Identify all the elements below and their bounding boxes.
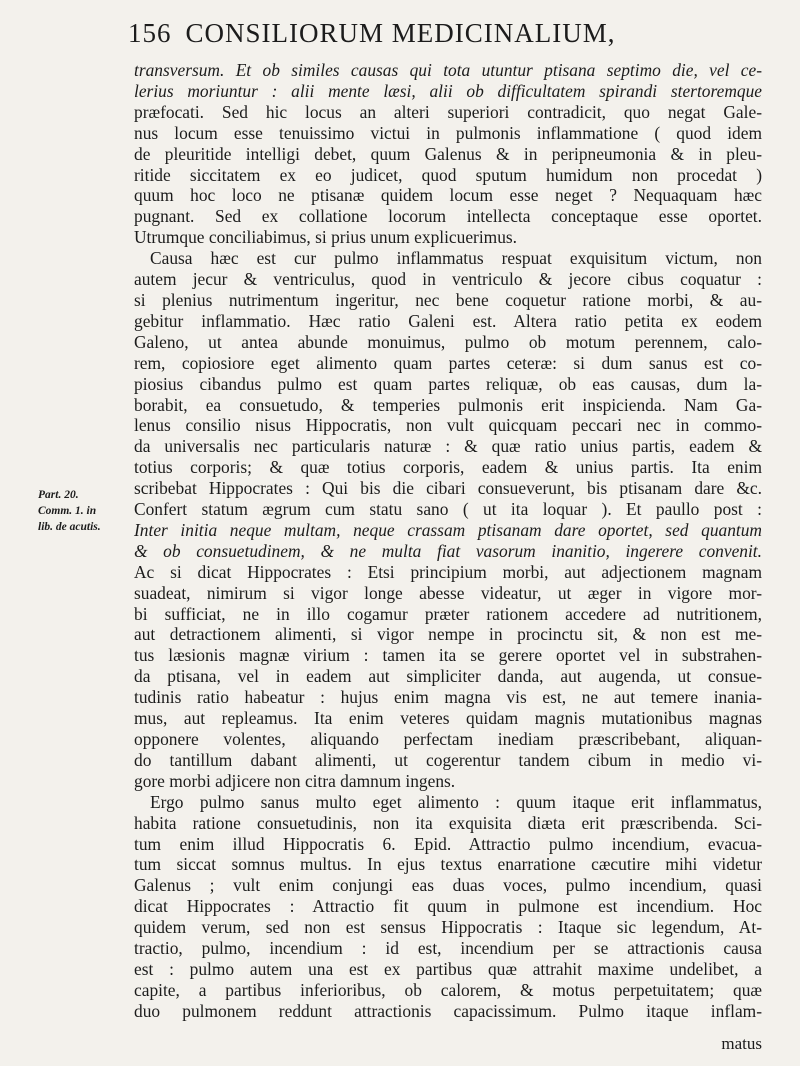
text-line: pugnant. Sed ex collatione locorum intellecta conceptaque esse oportet.: [134, 206, 762, 227]
text-line: si plenius nutrimentum ingeritur, nec bene coquetur ratione morbi, & au-: [134, 289, 762, 310]
text-line: autem jecur & ventriculus, quod in ventriculo & jecore cibus coquatur :: [134, 269, 762, 290]
text-line: Ac si dicat Hippocrates : Etsi principium morbi, aut adjectionem magnam: [134, 561, 762, 582]
text-line: transversum. Et ob similes causas qui tota utuntur ptisana septimo die, vel ce-: [134, 60, 762, 80]
text-line: scribebat Hippocrates : Qui bis die cibari consueverunt, bis ptisanam dare &c.: [134, 478, 762, 499]
text-line: suadeat, nimirum si vigor longe abesse videatur, ut æger in vigore mor-: [134, 582, 762, 603]
text-line: bi sufficiat, ne in illo cogamur præter rationem accedere ad nutritionem,: [134, 603, 762, 624]
margin-note-line: lib. de acutis.: [38, 521, 101, 533]
text-line: nus locum esse tenuissimo victui in pulmonis inflammatione ( quod idem: [134, 122, 762, 143]
text-line: lerius moriuntur : alii mente læsi, alii ob difficultatem spirandi stertoremque: [134, 80, 762, 101]
page-title: CONSILIORUM MEDICINALIUM,: [185, 18, 616, 48]
text-line: totius corporis; & quæ totius corporis, eadem & unius partis. Ita enim: [134, 457, 762, 478]
text-line: aut detractionem alimenti, si vigor nempe in procinctu sit, & non est me-: [134, 624, 762, 645]
running-head: [128, 18, 768, 49]
margin-note-line: Part. 20.: [38, 489, 79, 501]
margin-note: [38, 487, 133, 535]
text-line: da universalis nec particularis naturæ : & quæ ratio unius partis, eadem &: [134, 436, 762, 457]
text-line: capite, a partibus inferioribus, ob calorem, & motus perpetuitatem; quæ: [134, 979, 762, 1000]
text-line: quidem verum, sed non est sensus Hippocratis : Itaque sic legendum, At-: [134, 917, 762, 938]
catchword: matus: [721, 1034, 762, 1053]
text-line: Utrumque conciliabimus, si prius unum explicuerimus.: [134, 227, 518, 248]
text-line: tum siccat somnus multus. In ejus textus enarratione cæcutire mihi videtur: [134, 854, 762, 875]
text-line: da ptisana, vel in eadem aut simpliciter danda, aut augenda, ut consue-: [134, 666, 762, 687]
text-line: duo pulmonem reddunt attractionis capacissimum. Pulmo itaque inflam-: [134, 1000, 762, 1021]
text-line: præfocati. Sed hic locus an alteri superiori contradicit, quo negat Gale-: [134, 101, 762, 122]
text-line: borabit, ea consuetudo, & temperies pulmonis erit inspicienda. Nam Ga-: [134, 394, 762, 415]
text-line: piosius cibandus pulmo est quam partes reliquæ, ob eas causas, dum la-: [134, 373, 762, 394]
text-line: tum enim illud Hippocratis 6. Epid. Attractio pulmo incendium, evacua-: [134, 833, 762, 854]
text-line: dicat Hippocrates : Attractio fit quum in pulmone est incendium. Hoc: [134, 896, 762, 917]
page-number: 156: [128, 18, 172, 48]
text-line: de pleuritide intelligi debet, quum Galenus & in peripneumonia & in pleu-: [134, 143, 762, 164]
text-line: do tantillum dabant alimenti, ut cogerentur tandem cibum in medio vi-: [134, 749, 762, 770]
text-line: Galenus ; vult enim conjungi eas duas voces, pulmo incendium, quasi: [134, 875, 762, 896]
text-line: quum hoc loco ne ptisanæ quidem locum esse neget ? Nequaquam hæc: [134, 185, 762, 206]
body-text: [134, 60, 762, 1022]
text-line: tractio, pulmo, incendium : id est, incendium per se attractionis causa: [134, 938, 762, 959]
text-line: opponere volentes, aliquando perfectam inediam præscribebant, aliquan-: [134, 729, 762, 749]
text-line: Confert statum ægrum cum statu sano ( ut ita loquar ). Et paullo post :: [134, 499, 762, 520]
text-line: Inter initia neque multam, neque crassam ptisanam dare oportet, sed quantum: [134, 519, 762, 540]
text-line: Galeno, ut antea abunde monuimus, pulmo ob motum perennem, calo-: [134, 331, 762, 352]
text-line: tus læsionis magnæ virium : tamen ita se gerere oportet vel in substrahen-: [134, 645, 762, 666]
text-line: & ob consuetudinem, & ne multa fiat vasorum inanitio, ingerere convenit.: [134, 540, 762, 561]
text-line: est : pulmo autem una est ex partibus quæ attrahit maxime undelibet, a: [134, 958, 762, 979]
text-line: Ergo pulmo sanus multo eget alimento : quum itaque erit inflammatus,: [150, 791, 762, 812]
text-line: gore morbi adjicere non citra damnum ingens.: [134, 770, 456, 791]
text-line: tudinis ratio habeatur : hujus enim magna vis est, ne aut temere inania-: [134, 687, 762, 708]
text-line: lenus consilio nisus Hippocratis, non vult quicquam peccari nec in commo-: [134, 415, 762, 436]
text-line: mus, aut repleamus. Ita enim veteres quidam magnis mutationibus magnas: [134, 708, 762, 729]
margin-note-line: Comm. 1. in: [38, 505, 97, 517]
text-line: rem, copiosiore eget alimento quam partes ceteræ: si dum sanus est co-: [134, 352, 762, 373]
text-line: habita ratione consuetudinis, non ita exquisita diæta erit præscribenda. Sci-: [134, 812, 762, 833]
text-line: gebitur inflammatio. Hæc ratio Galeni est. Altera ratio petita ex eodem: [134, 310, 762, 331]
text-line: Causa hæc est cur pulmo inflammatus respuat exquisitum victum, non: [150, 248, 762, 269]
text-line: ritide siccitatem ex eo judicet, quod sputum humidum non procedat ): [134, 164, 762, 185]
